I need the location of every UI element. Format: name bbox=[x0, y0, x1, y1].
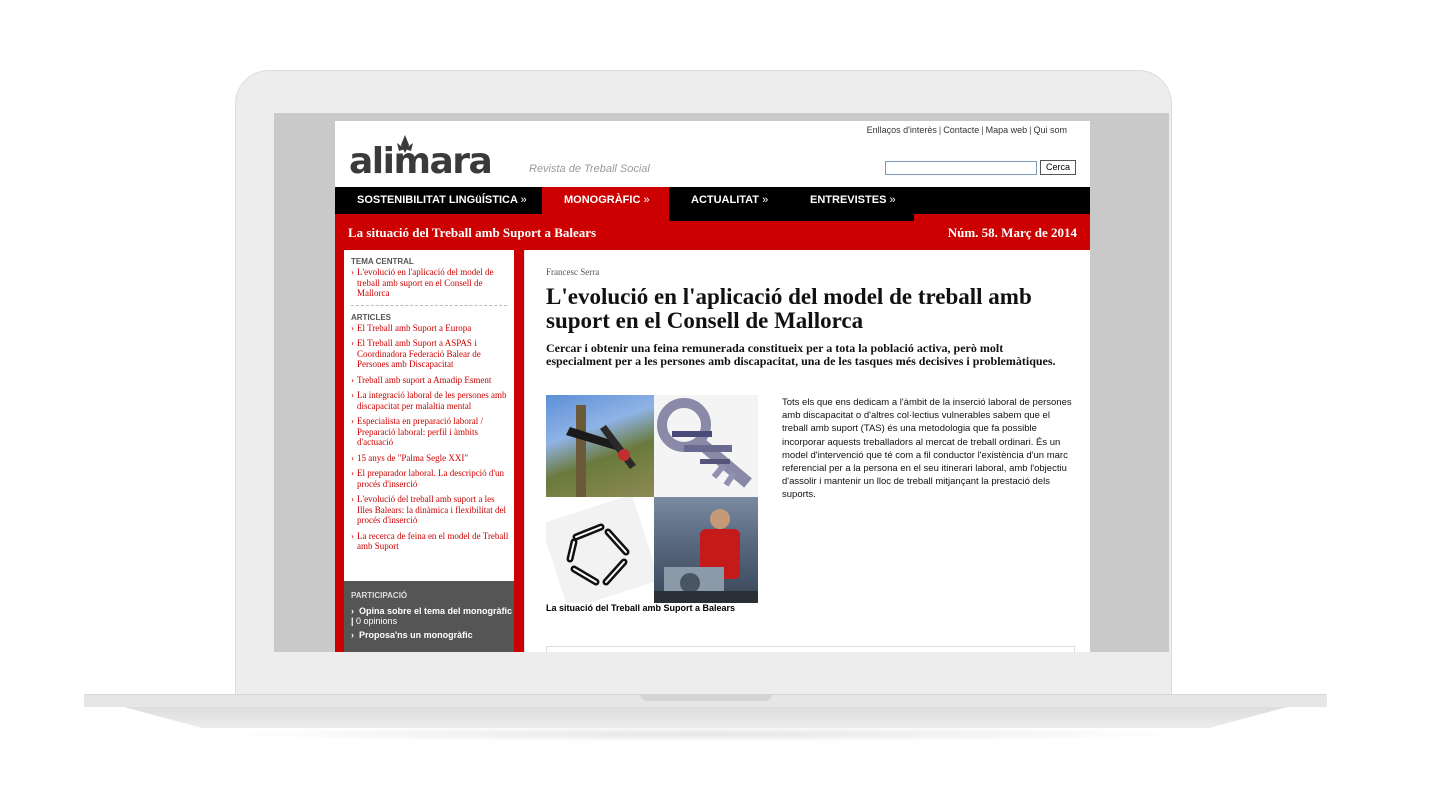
participacio-box bbox=[344, 581, 514, 652]
sidebar bbox=[344, 250, 514, 581]
issue-bar bbox=[335, 214, 1090, 250]
worker-icon bbox=[654, 497, 758, 603]
article-author: Francesc Serra bbox=[546, 267, 600, 277]
tema-central-list bbox=[344, 267, 514, 299]
sidebar-link[interactable]: › El preparador laboral. La descripció d'un procés d'inserció bbox=[351, 468, 510, 489]
site-logo[interactable] bbox=[349, 139, 519, 182]
article-lede: Cercar i obtenir una feina remunerada constitueix per a tota la població activa, però molt especialment per a les persones amb discapacitat, una de les tasques més decisives i problemàtiques. bbox=[546, 341, 1056, 368]
search-button[interactable]: Cerca bbox=[1040, 160, 1076, 175]
link-mapa-web[interactable]: Mapa web bbox=[985, 125, 1028, 135]
sidebar-link[interactable]: › El Treball amb Suport a ASPAS i Coordinadora Federació Balear de Persones amb Discapacitat bbox=[351, 338, 510, 370]
sidebar-link[interactable]: › L'evolució del treball amb suport a les Illes Balears: la dinàmica i flexibilitat del procés d'inserció bbox=[351, 494, 510, 526]
link-contacte[interactable]: Contacte bbox=[943, 125, 980, 135]
nav-sostenibilitat-linguistica[interactable]: SOSTENIBILITAT LINGüÍSTICA » bbox=[357, 194, 527, 206]
sidebar-link[interactable]: › Treball amb suport a Amadip Esment bbox=[351, 375, 510, 386]
wordcloud-key-icon bbox=[654, 395, 758, 497]
sidebar-link[interactable]: › La integració laboral de les persones amb discapacitat per malaltia mental bbox=[351, 390, 510, 411]
laptop-base-curve bbox=[120, 706, 1291, 728]
sidebar-frame bbox=[335, 250, 524, 652]
tema-central-heading: TEMA CENTRAL bbox=[351, 257, 414, 266]
article-content bbox=[524, 250, 1090, 652]
issue-number: Núm. 58. Març de 2014 bbox=[947, 225, 1077, 240]
divider bbox=[351, 305, 507, 306]
link-qui-som[interactable]: Qui som bbox=[1033, 125, 1067, 135]
sidebar-link[interactable]: › La recerca de feina en el model de Treball amb Suport bbox=[351, 531, 510, 552]
sidebar-link[interactable]: › El Treball amb Suport a Europa bbox=[351, 323, 510, 334]
laptop-shadow bbox=[210, 726, 1200, 742]
comments-box bbox=[546, 646, 1075, 652]
issue-title: La situació del Treball amb Suport a Balears bbox=[348, 225, 597, 240]
participacio-heading: PARTICIPACIÓ bbox=[351, 591, 408, 600]
website bbox=[335, 121, 1090, 652]
article-body: Tots els que ens dedicam a l'àmbit de la inserció laboral de persones amb discapacitat o d'altres col·lectius vulnerables sabem que el treball amb suport (TAS) és una metodologia que fa possible incorporar aquests treballadors al mercat de treball ordinari. És un model d'intervenció que té com a fil conductor l'existència d'un marc referencial per a la persona en el seu itinerari laboral, amb l'objectiu d'assolir i mantenir un lloc de treball mitjançant la prestació dels suports. bbox=[782, 397, 1072, 501]
nav-actualitat[interactable]: ACTUALITAT » bbox=[691, 194, 769, 206]
link-enllacos[interactable]: Enllaços d'interès bbox=[866, 125, 937, 135]
wordcloud-image bbox=[654, 395, 758, 497]
opina-link[interactable]: › Opina sobre el tema del monogràfic | 0 opinions bbox=[351, 606, 513, 626]
top-links: Enllaços d'interès | Contacte | Mapa web | Qui som bbox=[866, 125, 1067, 135]
image-caption: La situació del Treball amb Suport a Balears bbox=[546, 603, 736, 613]
main-nav bbox=[335, 187, 1090, 214]
site-tagline: Revista de Treball Social bbox=[529, 163, 650, 175]
sidebar-link[interactable]: › 15 anys de "Palma Segle XXI" bbox=[351, 453, 510, 464]
logo-image bbox=[546, 497, 654, 603]
sidebar-link[interactable]: › L'evolució en l'aplicació del model de treball amb suport en el Consell de Mallorca bbox=[351, 267, 510, 299]
nav-underlap bbox=[669, 214, 914, 221]
laptop-notch bbox=[640, 694, 772, 701]
article-title: L'evolució en l'aplicació del model de treball amb suport en el Consell de Mallorca bbox=[546, 284, 1032, 333]
scissors-icon bbox=[546, 395, 654, 497]
articles-list bbox=[344, 323, 514, 552]
nav-monografic[interactable]: MONOGRÀFIC » bbox=[542, 187, 669, 214]
sidebar-link[interactable]: › Especialista en preparació laboral / Preparació laboral: perfil i àmbits d'actuació bbox=[351, 416, 510, 448]
logo-text: alimara bbox=[349, 141, 492, 182]
photo-pruning bbox=[546, 395, 654, 497]
laptop-screen bbox=[274, 113, 1169, 652]
article-image-collage[interactable] bbox=[546, 395, 758, 603]
articles-heading: ARTICLES bbox=[351, 312, 391, 322]
chain-logo-icon bbox=[546, 497, 654, 603]
photo-worker bbox=[654, 497, 758, 603]
nav-entrevistes[interactable]: ENTREVISTES » bbox=[810, 194, 896, 206]
proposa-link[interactable]: › Proposa'ns un monogràfic bbox=[351, 630, 473, 640]
search-input[interactable] bbox=[885, 161, 1037, 175]
